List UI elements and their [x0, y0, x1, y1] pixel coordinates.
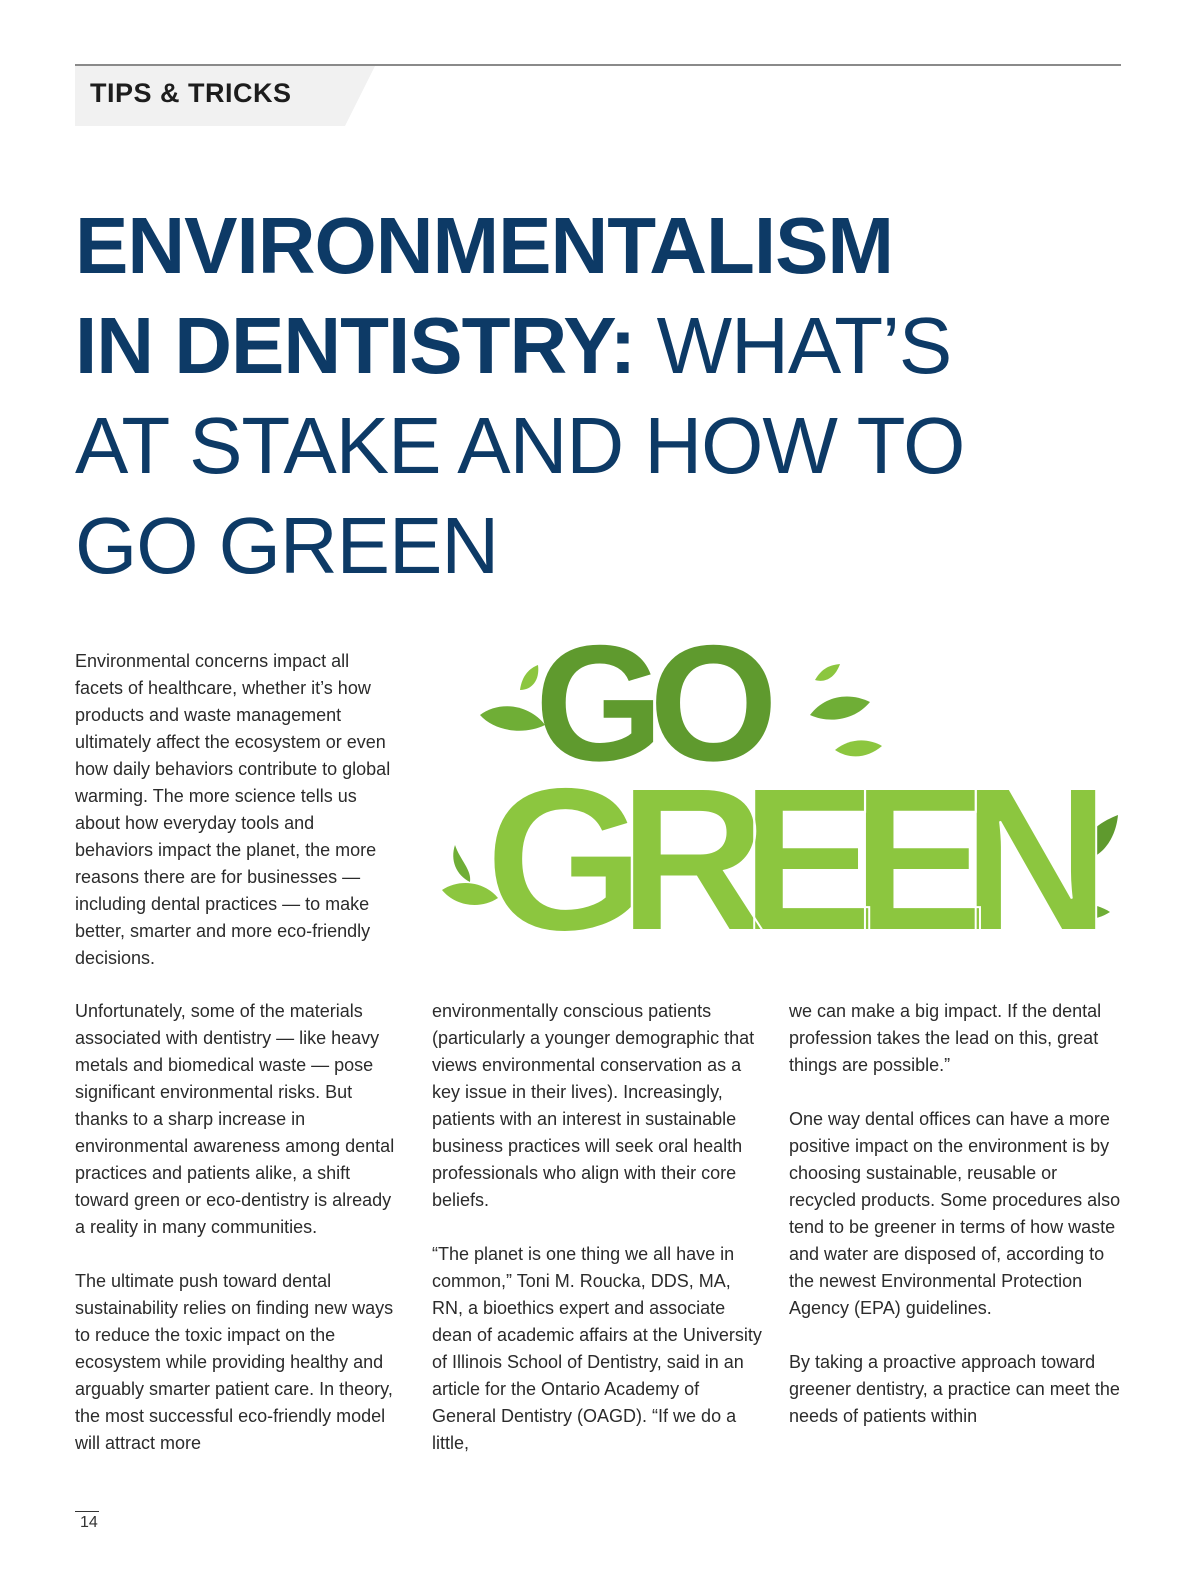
page-number: 14 [80, 1514, 98, 1531]
page-number-rule [75, 1511, 99, 1512]
column-2-paragraph-1: environmentally conscious patients (particularly a younger demographic that views environmental conservation as a key issue in their lives). Increasingly, patients with an interest in sustainable business practices will seek oral health professionals who align with their core beliefs. [432, 1001, 755, 1210]
intro-paragraph: Environmental concerns impact all facets of healthcare, whether it’s how products and waste management ultimately affect the ecosystem or even how daily behaviors contribute to global warming. The more science tells us about how everyday tools and behaviors impact the planet, the more reasons there are for businesses — including dental practices — to make better, smarter and more eco-friendly decisions. [75, 651, 391, 968]
headline [75, 196, 1075, 596]
go-green-illustration [430, 620, 1120, 960]
intro-column [75, 648, 393, 999]
go-word: GO [535, 620, 764, 795]
section-label: TIPS & TRICKS [90, 78, 292, 108]
column-3-paragraph-2: One way dental offices can have a more positive impact on the environment is by choosing sustainable, reusable or recycled products. Some procedures also tend to be greener in terms of how waste and water are disposed of, according to the newest Environmental Protection Agency (EPA) guidelines. [789, 1109, 1121, 1318]
column-1-paragraph-1: Unfortunately, some of the materials associated with dentistry — like heavy metals and biomedical waste — pose significant environmental risks. But thanks to a sharp increase in environmental awareness among dental practices and patients alike, a shift toward green or eco-dentistry is already a reality in many communities. [75, 1001, 395, 1237]
headline-light-3: GO GREEN [75, 501, 499, 590]
headline-light-1: WHAT’S [656, 301, 952, 390]
headline-light-2: AT STAKE AND HOW TO [75, 401, 965, 490]
column-3-paragraph-1: we can make a big impact. If the dental profession takes the lead on this, great things are possible.” [789, 1001, 1102, 1075]
column-2 [432, 998, 762, 1484]
column-1 [75, 998, 400, 1484]
green-word: GREEN [485, 745, 1085, 960]
headline-bold-2: IN DENTISTRY: [75, 301, 636, 390]
column-3 [789, 998, 1124, 1457]
top-rule [75, 64, 1121, 66]
column-3-paragraph-3: By taking a proactive approach toward greener dentistry, a practice can meet the needs of patients within [789, 1352, 1120, 1426]
column-2-paragraph-2: “The planet is one thing we all have in common,” Toni M. Roucka, DDS, MA, RN, a bioethics expert and associate dean of academic affairs at the University of Illinois School of Dentistry, said in an article for the Ontario Academy of General Dentistry (OAGD). “If we do a little, [432, 1244, 762, 1453]
headline-bold-1: ENVIRONMENTALISM [75, 201, 894, 290]
column-1-paragraph-2: The ultimate push toward dental sustainability relies on finding new ways to reduce the toxic impact on the ecosystem while providing healthy and arguably smarter patient care. In theory, the most successful eco-friendly model will attract more [75, 1271, 394, 1453]
